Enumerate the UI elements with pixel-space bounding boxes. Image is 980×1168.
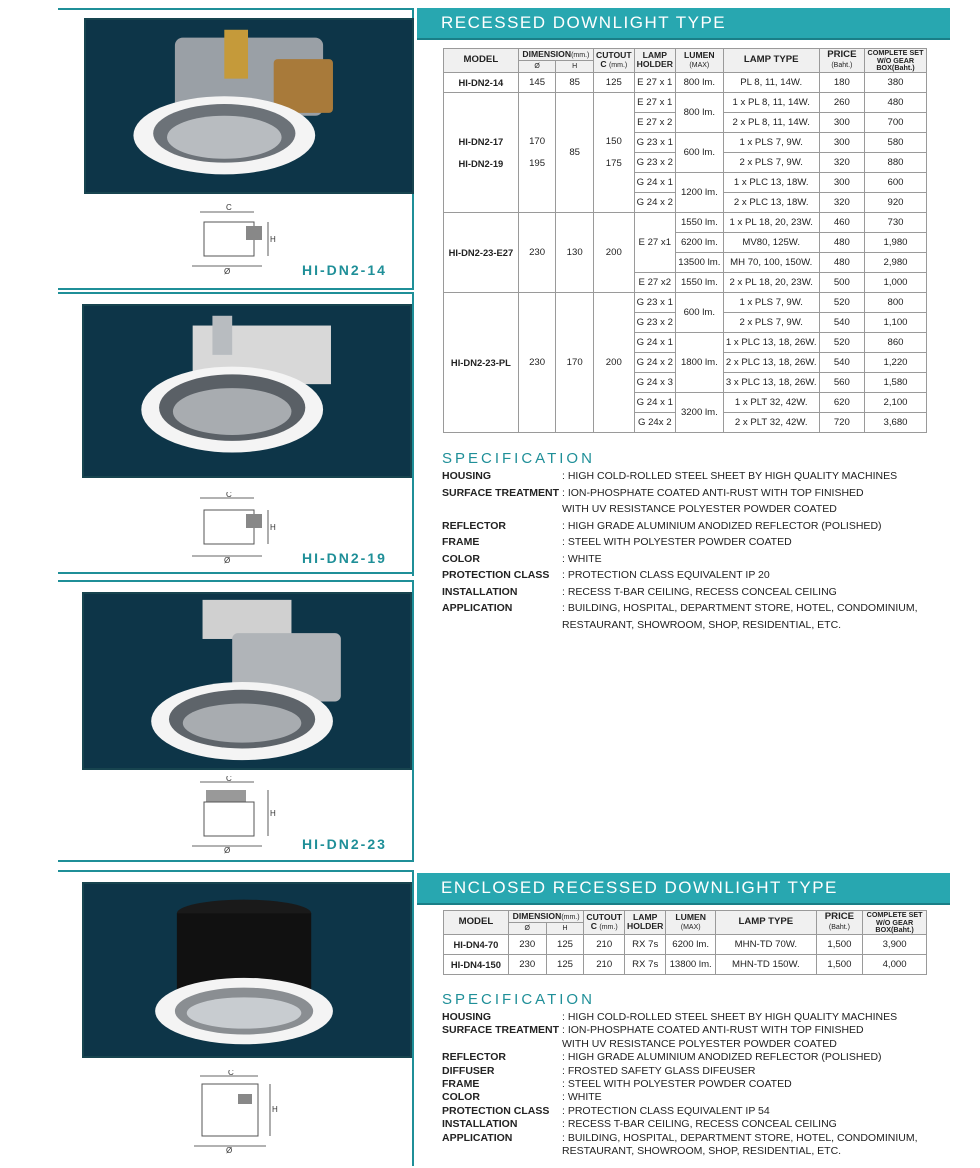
section-banner-enclosed: ENCLOSED RECESSED DOWNLIGHT TYPE bbox=[417, 873, 950, 903]
col-header-cutout: CUTOUT C (mm.) bbox=[593, 49, 634, 73]
table-row: HI-DN2-17 HI-DN2-19 170 195 85 150 175 E 27 x 1 800 lm. 1 x PL 8, 11, 14W. 260 480 bbox=[444, 92, 927, 112]
col-header-lamp-holder: LAMP HOLDER bbox=[625, 911, 666, 935]
col-header-cutout: CUTOUT C (mm.) bbox=[584, 911, 625, 935]
col-header-lamp-type: LAMP TYPE bbox=[723, 49, 819, 73]
svg-text:C: C bbox=[226, 204, 232, 212]
svg-text:H: H bbox=[270, 523, 276, 532]
model-label: HI-DN2-14 bbox=[302, 262, 387, 278]
svg-text:Ø: Ø bbox=[224, 267, 231, 276]
spec-row: HOUSING : HIGH COLD-ROLLED STEEL SHEET BY HIGH QUALITY MACHINES bbox=[442, 470, 898, 482]
dimension-diagram bbox=[186, 492, 276, 564]
table-row: HI-DN4-70 230 125 210 RX 7s 6200 lm. MHN-TD 70W. 1,500 3,900 bbox=[444, 934, 927, 954]
col-header-dimension: DIMENSION(mm.) bbox=[508, 911, 584, 923]
product-card-hi-dn2-19 bbox=[58, 292, 414, 576]
col-header-h: H bbox=[546, 922, 584, 934]
spec-row: RESTAURANT, SHOWROOM, SHOP, RESIDENTIAL, ETC. bbox=[562, 1145, 842, 1158]
table-row: 6200 lm. MV80, 125W. 480 1,980 bbox=[444, 232, 927, 252]
col-header-price: PRICE (Baht.) bbox=[816, 911, 863, 935]
table-row: 13500 lm. MH 70, 100, 150W. 480 2,980 bbox=[444, 252, 927, 272]
svg-text:C: C bbox=[226, 492, 232, 499]
col-header-complete: COMPLETE SET W/O GEAR BOX(Baht.) bbox=[863, 911, 927, 935]
banner-underline bbox=[417, 903, 950, 905]
col-header-model: MODEL bbox=[444, 911, 509, 935]
col-header-price: PRICE (Baht.) bbox=[819, 49, 864, 73]
svg-text:Ø: Ø bbox=[226, 1146, 233, 1154]
table-row: G 23 x 2 2 x PLS 7, 9W. 320 880 bbox=[444, 152, 927, 172]
product-card-hi-dn2-14 bbox=[58, 8, 414, 290]
col-header-model: MODEL bbox=[444, 49, 519, 73]
table-row: G 24 x 1 1800 lm. 1 x PLC 13, 18, 26W. 520 860 bbox=[444, 332, 927, 352]
product-card-hi-dn4 bbox=[58, 870, 414, 1166]
table-row: HI-DN2-14 145 85 125 E 27 x 1 800 lm. PL 8, 11, 14W. 180 380 bbox=[444, 72, 927, 92]
spec-row: RESTAURANT, SHOWROOM, SHOP, RESIDENTIAL, ETC. bbox=[562, 618, 842, 631]
spec-row: WITH UV RESISTANCE POLYESTER POWDER COATED bbox=[562, 1037, 837, 1050]
col-header-dia: Ø bbox=[508, 922, 546, 934]
table-row: HI-DN4-150 230 125 210 RX 7s 13800 lm. MHN-TD 150W. 1,500 4,000 bbox=[444, 954, 927, 974]
card-frame-bottom bbox=[58, 860, 414, 862]
col-header-complete: COMPLETE SET W/O GEAR BOX(Baht.) bbox=[865, 49, 927, 73]
dimension-diagram bbox=[186, 1070, 286, 1154]
col-header-lumen: LUMEN (MAX) bbox=[675, 49, 723, 73]
spec-row: SURFACE TREATMENT : ION-PHOSPHATE COATED ANTI-RUST WITH TOP FINISHED bbox=[442, 1024, 864, 1037]
spec-row: COLOR : WHITE bbox=[442, 552, 602, 565]
spec-row: FRAME : STEEL WITH POLYESTER POWDER COATED bbox=[442, 1078, 792, 1091]
col-header-lamp-holder: LAMP HOLDER bbox=[634, 49, 675, 73]
svg-text:C: C bbox=[228, 1070, 234, 1077]
recessed-spec-table bbox=[443, 48, 927, 433]
spec-row: COLOR : WHITE bbox=[442, 1091, 602, 1104]
spec-title-enclosed: SPECIFICATION bbox=[442, 991, 595, 1008]
spec-row: REFLECTOR : HIGH GRADE ALUMINIUM ANODIZED REFLECTOR (POLISHED) bbox=[442, 1051, 882, 1064]
card-frame-bottom bbox=[58, 288, 414, 290]
model-label: HI-DN2-19 bbox=[302, 550, 387, 566]
svg-text:C: C bbox=[226, 776, 232, 783]
table-row: G 24 x 1 3200 lm. 1 x PLT 32, 42W. 620 2,100 bbox=[444, 392, 927, 412]
spec-row: APPLICATION : BUILDING, HOSPITAL, DEPARTMENT STORE, HOTEL, CONDOMINIUM, bbox=[442, 602, 918, 614]
card-frame-top bbox=[58, 870, 414, 872]
col-header-lamp-type: LAMP TYPE bbox=[716, 911, 817, 935]
card-frame-top bbox=[58, 292, 414, 294]
table-row: G 24 x 2 2 x PLC 13, 18, 26W. 540 1,220 bbox=[444, 352, 927, 372]
col-header-dimension: DIMENSION(mm.) bbox=[518, 49, 593, 61]
spec-title-recessed: SPECIFICATION bbox=[442, 450, 595, 467]
table-row: G 24 x 2 2 x PLC 13, 18W. 320 920 bbox=[444, 192, 927, 212]
table-row: HI-DN2-23-E27 230 130 200 E 27 x1 1550 lm. 1 x PL 18, 20, 23W. 460 730 bbox=[444, 212, 927, 232]
section-banner-recessed: RECESSED DOWNLIGHT TYPE bbox=[417, 8, 950, 38]
table-row: E 27 x2 1550 lm. 2 x PL 18, 20, 23W. 500 1,000 bbox=[444, 272, 927, 292]
spec-row: FRAME : STEEL WITH POLYESTER POWDER COATED bbox=[442, 536, 792, 548]
spec-row: APPLICATION : BUILDING, HOSPITAL, DEPARTMENT STORE, HOTEL, CONDOMINIUM, bbox=[442, 1131, 918, 1144]
spec-row: HOUSING : HIGH COLD-ROLLED STEEL SHEET BY HIGH QUALITY MACHINES bbox=[442, 1011, 898, 1023]
spec-row: INSTALLATION : RECESS T-BAR CEILING, RECESS CONCEAL CEILING bbox=[442, 585, 837, 598]
spec-list-recessed bbox=[442, 468, 918, 633]
model-label: HI-DN2-23 bbox=[302, 836, 387, 852]
table-row: G 23 x 2 2 x PLS 7, 9W. 540 1,100 bbox=[444, 312, 927, 332]
product-photo bbox=[82, 882, 412, 1058]
col-header-lumen: LUMEN (MAX) bbox=[666, 911, 716, 935]
svg-text:H: H bbox=[270, 809, 276, 818]
spec-row: WITH UV RESISTANCE POLYESTER POWDER COATED bbox=[562, 503, 837, 515]
col-header-dia: Ø bbox=[518, 60, 556, 72]
table-row: G 24 x 3 3 x PLC 13, 18, 26W. 560 1,580 bbox=[444, 372, 927, 392]
product-card-hi-dn2-23 bbox=[58, 580, 414, 864]
spec-list-enclosed bbox=[442, 1011, 918, 1158]
col-header-h: H bbox=[556, 60, 594, 72]
card-frame-bottom bbox=[58, 572, 414, 574]
table-row: G 24 x 1 1200 lm. 1 x PLC 13, 18W. 300 600 bbox=[444, 172, 927, 192]
dimension-diagram bbox=[186, 776, 276, 854]
card-frame-right bbox=[412, 580, 414, 862]
card-frame-top bbox=[58, 8, 414, 10]
spec-row: PROTECTION CLASS : PROTECTION CLASS EQUIVALENT IP 54 bbox=[442, 1104, 770, 1117]
card-frame-right bbox=[412, 292, 414, 576]
table-row: G 23 x 1 600 lm. 1 x PLS 7, 9W. 300 580 bbox=[444, 132, 927, 152]
product-photo bbox=[84, 18, 414, 194]
card-frame-top bbox=[58, 580, 414, 582]
table-row: G 24x 2 2 x PLT 32, 42W. 720 3,680 bbox=[444, 412, 927, 432]
svg-text:Ø: Ø bbox=[224, 846, 231, 854]
enclosed-spec-table bbox=[443, 910, 927, 975]
spec-row: INSTALLATION : RECESS T-BAR CEILING, RECESS CONCEAL CEILING bbox=[442, 1118, 837, 1131]
table-row: HI-DN2-23-PL 230 170 200 G 23 x 1 600 lm. 1 x PLS 7, 9W. 520 800 bbox=[444, 292, 927, 312]
table-row: E 27 x 2 2 x PL 8, 11, 14W. 300 700 bbox=[444, 112, 927, 132]
spec-row: SURFACE TREATMENT : ION-PHOSPHATE COATED ANTI-RUST WITH TOP FINISHED bbox=[442, 486, 864, 499]
svg-text:H: H bbox=[272, 1105, 278, 1114]
spec-row: DIFFUSER : FROSTED SAFETY GLASS DIFEUSER bbox=[442, 1064, 756, 1077]
product-photo bbox=[82, 592, 412, 770]
banner-underline bbox=[417, 38, 950, 40]
dimension-diagram bbox=[186, 204, 276, 276]
spec-row: REFLECTOR : HIGH GRADE ALUMINIUM ANODIZED REFLECTOR (POLISHED) bbox=[442, 519, 882, 532]
svg-text:H: H bbox=[270, 235, 276, 244]
spec-row: PROTECTION CLASS : PROTECTION CLASS EQUIVALENT IP 20 bbox=[442, 569, 770, 581]
svg-text:Ø: Ø bbox=[224, 556, 231, 564]
card-frame-right bbox=[412, 870, 414, 1166]
product-photo bbox=[82, 304, 412, 478]
